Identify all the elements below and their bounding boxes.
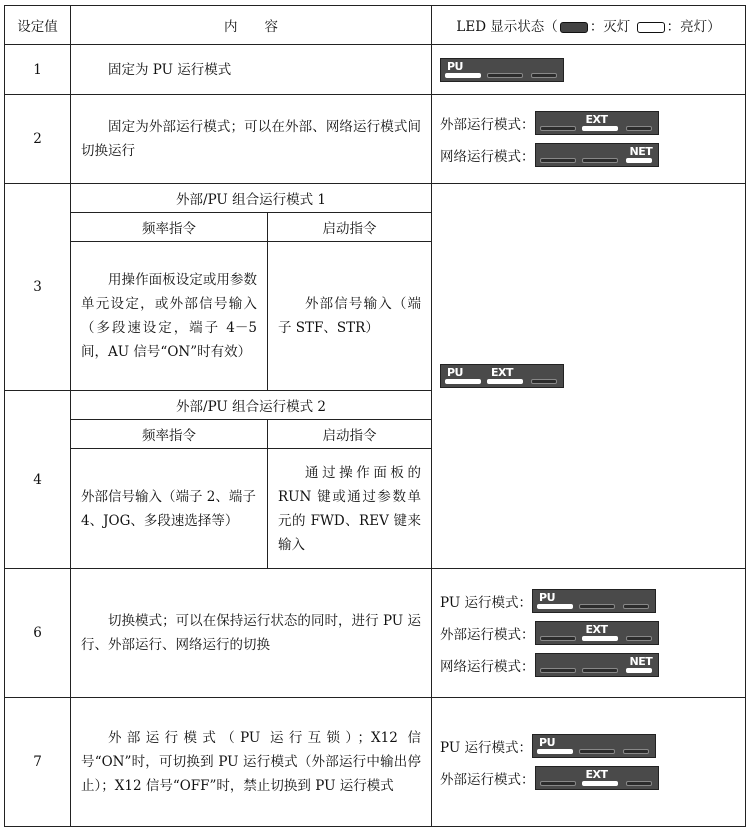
- led-panel: [440, 58, 564, 82]
- led-panel: [535, 111, 659, 135]
- mode-description: 固定为外部运行模式；可以在外部、网络运行模式间切换运行: [71, 95, 432, 184]
- led-ext-segment: [582, 126, 618, 131]
- header-led-on: ：亮灯）: [666, 19, 721, 35]
- led-status: [432, 184, 746, 569]
- led-mode-label: 外部运行模式：: [440, 772, 535, 788]
- freq-header: 频率指令: [71, 213, 268, 242]
- led-ext-segment: [582, 668, 618, 673]
- group-title: 外部/PU 组合运行模式 2: [71, 391, 432, 420]
- mode-description: 固定为 PU 运行模式: [71, 45, 432, 95]
- led-pu-segment: [537, 749, 573, 754]
- led-pu-segment: [445, 73, 481, 78]
- freq-command: 外部信号输入（端子 2、端子 4、JOG、多段速选择等）: [71, 449, 268, 569]
- led-net-segment: [623, 749, 649, 754]
- led-ext-segment: [579, 749, 615, 754]
- led-status: [432, 45, 746, 95]
- led-net-label: NET: [629, 145, 653, 158]
- led-pu-segment: [540, 126, 576, 131]
- led-pu-segment: [445, 379, 481, 384]
- table-row: [5, 95, 746, 184]
- mode-description: 外部运行模式（PU 运行互锁）；X12 信号“ON”时，可切换到 PU 运行模式（外部运行中输出停止）；X12 信号“OFF”时，禁止切换到 PU 运行模式: [71, 698, 432, 827]
- led-mode-label: PU 运行模式：: [440, 740, 533, 756]
- group-title: 外部/PU 组合运行模式 1: [71, 184, 432, 213]
- freq-header: 频率指令: [71, 420, 268, 449]
- header-row: [5, 6, 746, 45]
- start-header: 启动指令: [268, 420, 432, 449]
- mode-description: 切换模式；可以在保持运行状态的同时，进行 PU 运行、外部运行、网络运行的切换: [71, 569, 432, 698]
- freq-command: 用操作面板设定或用参数单元设定，或外部信号输入（多段速设定，端子 4－5 间，AU 信号“ON”时有效）: [71, 242, 268, 391]
- led-net-segment: [626, 126, 652, 131]
- led-panel: [532, 589, 656, 613]
- setting-value: 3: [5, 184, 71, 391]
- led-ext-segment: [582, 158, 618, 163]
- start-command: 通过操作面板的 RUN 键或通过参数单元的 FWD、REV 键来输入: [268, 449, 432, 569]
- led-status: [432, 569, 746, 698]
- led-ext-label: EXT: [585, 113, 608, 126]
- led-pu-segment: [540, 636, 576, 641]
- led-ext-segment: [582, 781, 618, 786]
- led-panel: [535, 621, 659, 645]
- table-row: [5, 184, 746, 213]
- led-ext-segment: [487, 73, 523, 78]
- led-panel: [535, 653, 659, 677]
- led-status: [432, 698, 746, 827]
- led-ext-label: EXT: [585, 768, 608, 781]
- led-net-segment: [626, 668, 652, 673]
- header-led: [432, 6, 746, 45]
- setting-value: 2: [5, 95, 71, 184]
- led-ext-segment: [579, 604, 615, 609]
- table-row: [5, 45, 746, 95]
- led-mode-label: 网络运行模式：: [440, 659, 535, 675]
- led-net-segment: [626, 636, 652, 641]
- setting-value: 6: [5, 569, 71, 698]
- led-net-segment: [626, 158, 652, 163]
- led-net-segment: [531, 73, 557, 78]
- led-net-segment: [531, 379, 557, 384]
- table-row: [5, 698, 746, 827]
- led-pu-label: PU: [447, 59, 463, 73]
- led-mode-label: 外部运行模式：: [440, 117, 535, 133]
- led-pu-label: PU: [539, 591, 556, 604]
- led-pu-segment: [540, 781, 576, 786]
- led-net-label: NET: [629, 655, 653, 668]
- led-pu-segment: [540, 668, 576, 673]
- start-header: 启动指令: [268, 213, 432, 242]
- led-net-segment: [623, 604, 649, 609]
- table-row: [5, 569, 746, 698]
- led-ext-label: EXT: [585, 623, 608, 636]
- led-mode-label: 网络运行模式：: [440, 149, 535, 165]
- setting-value: 7: [5, 698, 71, 827]
- start-command: 外部信号输入（端子 STF、STR）: [268, 242, 432, 391]
- operation-mode-table: [4, 5, 746, 827]
- header-content: 内 容: [71, 6, 432, 45]
- led-mode-label: 外部运行模式：: [440, 627, 535, 643]
- led-mode-label: PU 运行模式：: [440, 595, 533, 611]
- led-panel: [535, 143, 659, 167]
- header-setting: 设定值: [5, 6, 71, 45]
- led-ext-segment: [582, 636, 618, 641]
- led-on-legend-icon: [637, 22, 665, 33]
- setting-value: 4: [5, 391, 71, 569]
- header-led-off: ：灭灯: [589, 19, 631, 35]
- led-net-segment: [626, 781, 652, 786]
- led-pu-label: PU: [539, 736, 556, 749]
- led-ext-segment: [487, 379, 523, 384]
- header-led-prefix: LED 显示状态（: [456, 19, 558, 35]
- led-panel: [535, 766, 659, 790]
- led-off-legend-icon: [560, 22, 588, 33]
- led-pu-segment: [540, 158, 576, 163]
- setting-value: 1: [5, 45, 71, 95]
- led-panel: [440, 364, 564, 388]
- led-panel: [532, 734, 656, 758]
- led-pu-label: PU: [447, 366, 463, 379]
- led-ext-label: EXT: [491, 366, 513, 379]
- led-status: [432, 95, 746, 184]
- led-pu-segment: [537, 604, 573, 609]
